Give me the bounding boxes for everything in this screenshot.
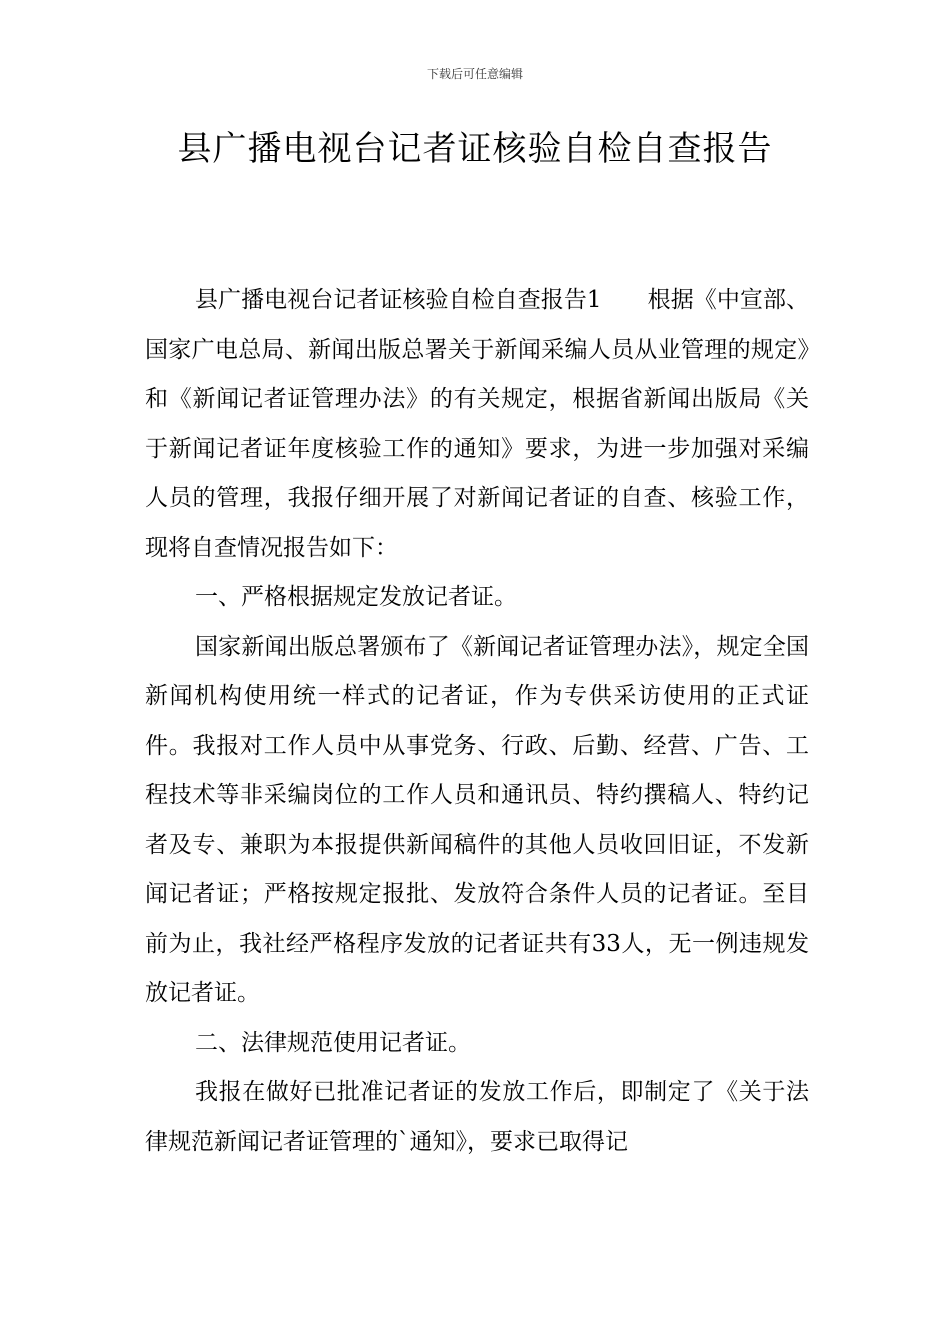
document-body [145, 276, 809, 1167]
header-note: 下载后可任意编辑 [426, 67, 523, 81]
section-heading-1: 一、严格根据规定发放记者证。 [195, 584, 517, 610]
section-heading-2: 二、法律规范使用记者证。 [195, 1029, 471, 1056]
paragraph-section-2: 我报在做好已批准记者证的发放工作后，即制定了《关于法律规范新闻记者证管理的`通知》，要求已取得记 [145, 1079, 809, 1155]
paragraph-intro: 县广播电视台记者证核验自检自查报告1 根据《中宣部、国家广电总局、新闻出版总署关于新闻采编人员从业管理的规定》和《新闻记者证管理办法》的有关规定，根据省新闻出版局《关于新闻记者证年度核验工作的通知》要求，为进一步加强对采编人员的管理，我报仔细开展了对新闻记者证的自查、核验工作，现将自查情况报告如下： [145, 287, 809, 561]
paragraph-section-1: 国家新闻出版总署颁布了《新闻记者证管理办法》，规定全国新闻机构使用统一样式的记者证，作为专供采访使用的正式证件。我报对工作人员中从事党务、行政、后勤、经营、广告、工程技术等非采编岗位的工作人员和通讯员、特约撰稿人、特约记者及专、兼职为本报提供新闻稿件的其他人员收回旧证，不发新闻记者证；严格按规定报批、发放符合条件人员的记者证。至目前为止，我社经严格程序发放的记者证共有33人，无一例违规发放记者证。 [145, 633, 809, 1006]
document-title: 县广播电视台记者证核验自检自查报告 [177, 129, 773, 169]
